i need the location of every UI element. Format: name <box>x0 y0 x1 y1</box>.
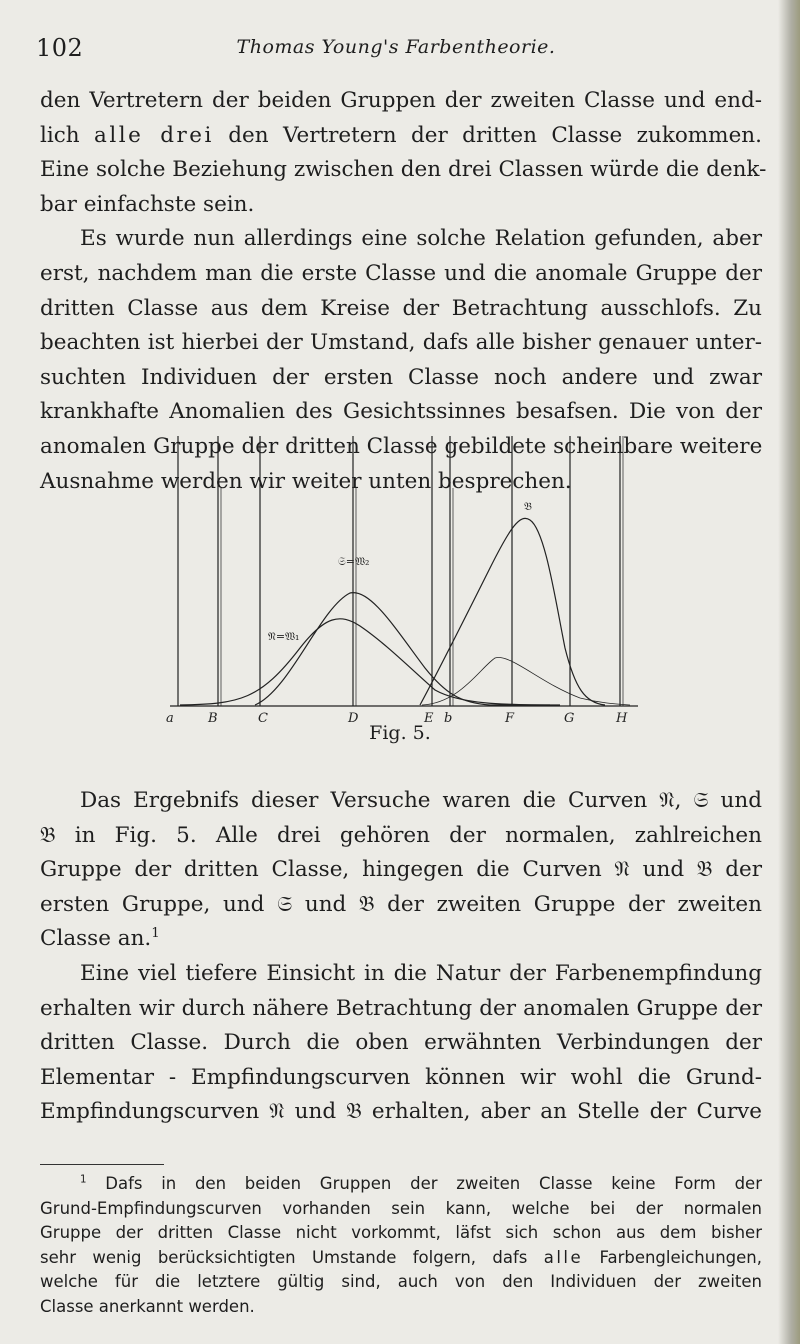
text-line: suchten Individuen der ersten Classe noch andere und zwar <box>40 364 762 390</box>
text-line: Es wurde nun allerdings eine solche Relation gefunden, aber <box>80 226 762 252</box>
footnote <box>40 1172 762 1320</box>
footnote-reference: 1 <box>151 926 160 942</box>
paragraph-1 <box>40 84 767 222</box>
spaced-emphasis: alle drei <box>94 122 214 148</box>
text-line: beachten ist hierbei der Umstand, dafs alle bisher genauer unter- <box>40 330 762 356</box>
footnote-line <box>40 1246 762 1271</box>
text-line: 𝔅 in Fig. 5. Alle drei gehören der normalen, zahlreichen <box>40 822 762 848</box>
text-line: Gruppe der dritten Classe, hingegen die Curven 𝔑 und 𝔅 der <box>40 857 762 883</box>
text-run: Farbengleichungen, <box>583 1247 762 1267</box>
footnote-line <box>40 1172 762 1197</box>
curve-label-b: 𝔅 <box>524 500 532 513</box>
text-line: Das Ergebnifs dieser Versuche waren die Curven 𝔑, 𝔖 und <box>80 788 762 813</box>
text-line <box>40 922 762 957</box>
footnote-line: Grund-Empfindungscurven vorhanden sein kann, welche bei der normalen <box>40 1198 762 1218</box>
curve-label-s: 𝔖=𝔚₂ <box>338 555 370 568</box>
figure-caption: Fig. 5. <box>369 722 431 744</box>
axis-label-E: E <box>424 711 434 726</box>
text-line: Eine solche Beziehung zwischen den drei Classen würde die denk- <box>40 157 767 183</box>
running-title: Thomas Young's Farbentheorie. <box>236 36 556 58</box>
axis-label-B: B <box>208 711 218 726</box>
text-block-bottom <box>40 784 762 1130</box>
text-line: den Vertretern der beiden Gruppen der zweiten Classe und end- <box>40 88 762 113</box>
text-run: Classe an. <box>40 926 152 952</box>
paragraph-4 <box>40 957 762 1130</box>
figure-5 <box>160 428 640 728</box>
axis-label-H: H <box>616 711 628 726</box>
figure-5-diagram <box>160 428 640 728</box>
text-run: Dafs in den beiden Gruppen der zweiten Classe keine Form der <box>86 1174 762 1193</box>
text-line: erhalten wir durch nähere Betrachtung der anomalen Gruppe der <box>40 995 762 1021</box>
footnote-line: welche für die letztere gültig sind, auch von den Individuen der zweiten <box>40 1272 762 1292</box>
text-line: Eine viel tiefere Einsicht in die Natur der Farbenempfindung <box>80 960 762 986</box>
axis-label-b: b <box>444 711 453 726</box>
axis-label-F: F <box>505 711 515 726</box>
text-line: ersten Gruppe, und 𝔖 und 𝔅 der zweiten Gruppe der zweiten <box>40 891 762 917</box>
text-line: dritten Classe aus dem Kreise der Betrachtung ausschlofs. Zu <box>40 295 762 321</box>
footnote-line: Classe anerkannt werden. <box>40 1296 255 1316</box>
axis-label-G: G <box>564 711 575 726</box>
text-run: den Vertretern der dritten Classe zukommen. <box>213 122 762 148</box>
axis-label-a: a <box>166 711 174 726</box>
footnote-marker: 1 <box>80 1174 87 1186</box>
curve-r <box>180 619 560 705</box>
text-run: sehr wenig berücksichtigten Umstande folgern, dafs <box>40 1247 544 1267</box>
text-line: erst, nachdem man die erste Classe und die anomale Gruppe der <box>40 260 762 286</box>
text-line: Empfindungscurven 𝔑 und 𝔅 erhalten, aber an Stelle der Curve <box>40 1099 762 1125</box>
axis-label-D: D <box>348 711 359 726</box>
footnote-line: Gruppe der dritten Classe nicht vorkommt, läfst sich schon aus dem bisher <box>40 1223 762 1243</box>
text-line <box>40 119 762 154</box>
text-line: bar einfachste sein. <box>40 191 255 217</box>
paragraph-3 <box>40 784 762 957</box>
text-line: krankhafte Anomalien des Gesichtssinnes besafsen. Die von der <box>40 399 762 425</box>
page-header <box>36 34 756 64</box>
axis-label-C: C <box>258 711 268 726</box>
page-edge-shadow <box>778 0 800 1344</box>
text-line: anomalen Gruppe der dritten Classe gebildete scheinbare weitere <box>40 433 763 459</box>
curve-label-r: 𝔑=𝔚₁ <box>268 630 300 643</box>
footnote-divider <box>40 1164 164 1165</box>
text-run: lich <box>40 122 95 148</box>
page-number: 102 <box>36 34 84 62</box>
text-line: Ausnahme werden wir weiter unten besprechen. <box>40 468 572 494</box>
text-line: dritten Classe. Durch die oben erwähnten Verbindungen der <box>40 1030 762 1056</box>
text-line: Elementar - Empfindungscurven können wir wohl die Grund- <box>40 1064 762 1090</box>
spaced-emphasis: alle <box>543 1247 584 1267</box>
